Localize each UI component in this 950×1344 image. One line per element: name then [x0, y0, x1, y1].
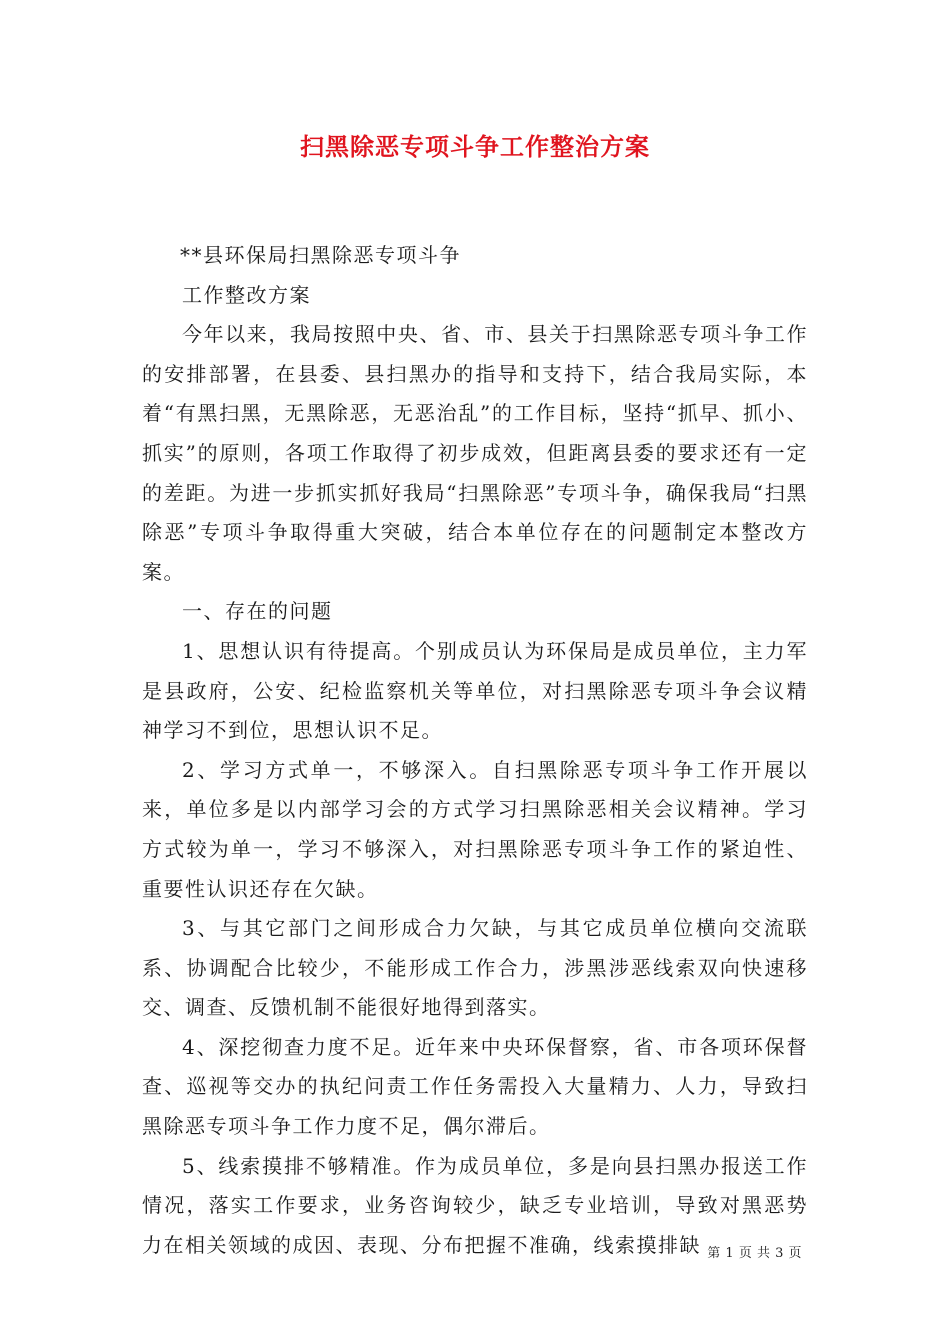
problem-item-5: 5、线索摸排不够精准。作为成员单位，多是向县扫黑办报送工作情况，落实工作要求，业务咨询较少，缺乏专业培训，导致对黑恶势力在相关领域的成因、表现、分布把握不准确，线索摸排缺 [142, 1153, 808, 1257]
problem-item-2: 2、学习方式单一，不够深入。自扫黑除恶专项斗争工作开展以来，单位多是以内部学习会的方式学习扫黑除恶相关会议精神。学习方式较为单一，学习不够深入，对扫黑除恶专项斗争工作的紧迫性、重要性认识还存在欠缺。 [142, 757, 808, 901]
document-body [142, 236, 808, 1265]
page-number: 第 1 页 共 3 页 [707, 1246, 802, 1261]
problem-item-1: 1、思想认识有待提高。个别成员认为环保局是成员单位，主力军是县政府，公安、纪检监察机关等单位，对扫黑除恶专项斗争会议精神学习不到位，思想认识不足。 [142, 638, 808, 743]
section-heading-problems: 一、存在的问题 [182, 599, 333, 624]
intro-paragraph: 今年以来，我局按照中央、省、市、县关于扫黑除恶专项斗争工作的安排部署，在县委、县扫黑办的指导和支持下，结合我局实际，本着“有黑扫黑，无黑除恶，无恶治乱”的工作目标，坚持“抓早、抓小、抓实”的原则，各项工作取得了初步成效，但距离县委的要求还有一定的差距。为进一步抓实抓好我局“扫黑除恶”专项斗争，确保我局“扫黑除恶”专项斗争取得重大突破，结合本单位存在的问题制定本整改方案。 [142, 322, 808, 584]
problem-item-4: 4、深挖彻查力度不足。近年来中央环保督察，省、市各项环保督查、巡视等交办的执纪问责工作任务需投入大量精力、人力，导致扫黑除恶专项斗争工作力度不足，偶尔滞后。 [142, 1034, 808, 1139]
org-heading: **县环保局扫黑除恶专项斗争 [180, 243, 461, 267]
plan-subtitle: 工作整改方案 [182, 282, 311, 307]
problem-item-3: 3、与其它部门之间形成合力欠缺，与其它成员单位横向交流联系、协调配合比较少，不能形成工作合力，涉黑涉恶线索双向快速移交、调查、反馈机制不能很好地得到落实。 [142, 916, 808, 1020]
document-title: 扫黑除恶专项斗争工作整治方案 [300, 132, 650, 161]
